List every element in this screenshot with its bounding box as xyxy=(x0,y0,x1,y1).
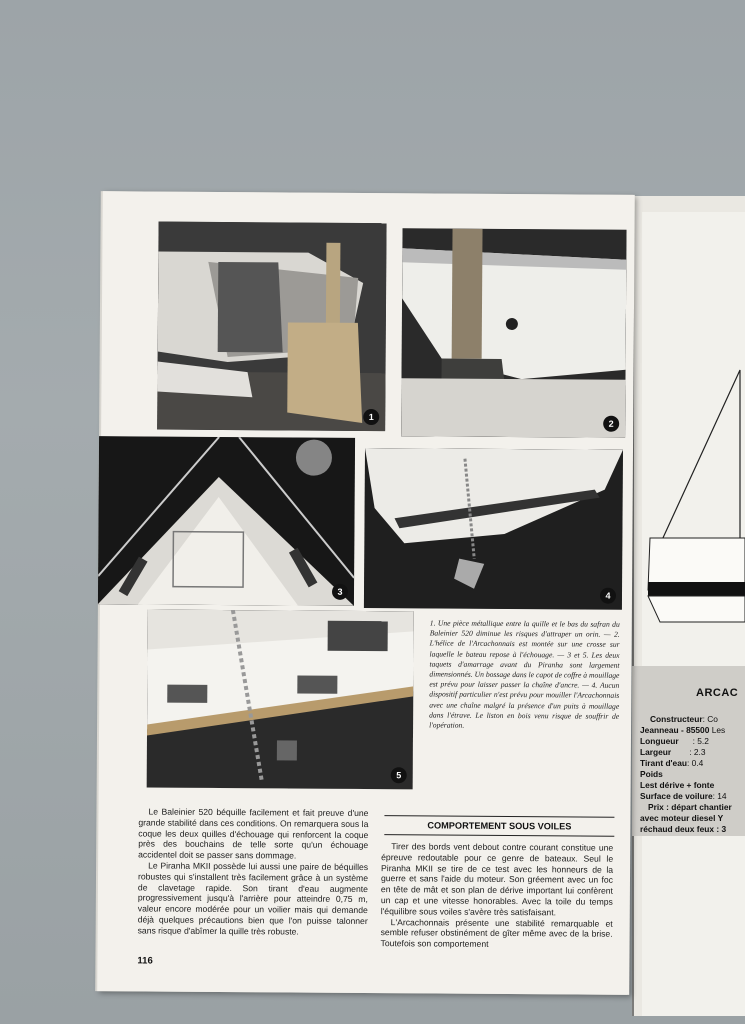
photo-caption: 1. Une pièce métallique entre la quille et le bas du safran du Baleinier 520 diminue les risques d'attraper un orin. — 2. L'hélice de l'Arcachonnais est montée sur une crosse sur laquelle le bateau repose à l'échouage. — 3 et 5. Les deux taquets d'amarrage avant du Piranha sont largement dimensionnés. Un bossage dans le capot de coffre à mouillage est prévu pour laisser passer la chaîne d'ancre. — 4. Aucun dispositif particulier n'est prévu pour mouiller l'Arcachonnais avec une chaîne malgré la présence d'un puits à mouillage dans l'étrave. Le liston en bois venu risque de souffrir de l'opération. xyxy=(429,618,620,730)
spec-row: Jeanneau - 85500 Les xyxy=(640,725,726,735)
spec-row: Longueur : 5.2 xyxy=(640,736,709,746)
section-heading: COMPORTEMENT SOUS VOILES xyxy=(384,815,614,837)
spec-row: avec moteur diesel Y xyxy=(640,813,724,823)
sail-plan-drawing xyxy=(640,360,745,650)
spec-box xyxy=(632,666,745,836)
photo-3 xyxy=(98,436,355,606)
spec-row: Surface de voilure: 14 xyxy=(640,791,727,801)
spec-row: Poids xyxy=(640,769,663,779)
paragraph: L'Arcachonnais présente une stabilité remarquable et semble refuser obstinément de gîter même avec de la brise. Toutefois son comportement xyxy=(380,916,613,950)
paragraph: Tirer des bords vent debout contre courant constitue une épreuve redoutable pour ce genre de bateaux. Seul le Piranha MKII se tire de ce test avec les honneurs de la guerre et sans l'aide du moteur. Son gréement avec un foc en tête de mât et son plan de dérive important lui confèrent un cap et une vitesse honorables. Avec la toile du temps l'équilibre sous voiles s'avère très satisfaisant. xyxy=(380,841,614,918)
photo-number: 5 xyxy=(391,767,407,783)
photo-5 xyxy=(147,609,414,789)
spec-row: Prix : départ chantier xyxy=(648,802,732,812)
paragraph: Le Baleinier 520 béquille facilement et fait preuve d'une grande stabilité dans ces conditions. On remarquera sous la coque les deux quilles d'échouage qui renforcent la coque près des bouchains de telle sorte qu'un échouage accidentel doit se passer sans dommage. xyxy=(138,806,369,861)
article-column-1 xyxy=(138,806,369,937)
paragraph: Le Piranha MKII possède lui aussi une paire de béquilles robustes qui s'installent très facilement grâce à un système de clavetage rapide. Son tirant d'eau augmente progressivement jusqu'à l'arrière pour atteindre 0,75 m, valeur encore modérée pour un voilier mais qui demande déjà quelques précautions bien que l'on puisse talonner sans risque d'abîmer la quille très robuste. xyxy=(137,860,369,937)
photo-2 xyxy=(401,228,626,438)
photo-number: 1 xyxy=(363,409,379,425)
photo-number: 3 xyxy=(332,584,348,600)
spec-row: Tirant d'eau: 0.4 xyxy=(640,758,704,768)
photo-number: 2 xyxy=(603,416,619,432)
photo-4 xyxy=(364,448,623,610)
spec-row: Constructeur: Co xyxy=(650,714,718,724)
magazine-page xyxy=(97,191,635,995)
page-number: 116 xyxy=(137,955,153,967)
article-column-2 xyxy=(381,841,614,951)
spec-row: Largeur : 2.3 xyxy=(640,747,706,757)
spec-row: réchaud deux feux : 3 xyxy=(640,824,727,834)
photo-number: 4 xyxy=(600,588,616,604)
spec-row: Lest dérive + fonte xyxy=(640,780,715,790)
photo-1 xyxy=(157,222,386,432)
spec-title: ARCAC xyxy=(696,687,739,699)
